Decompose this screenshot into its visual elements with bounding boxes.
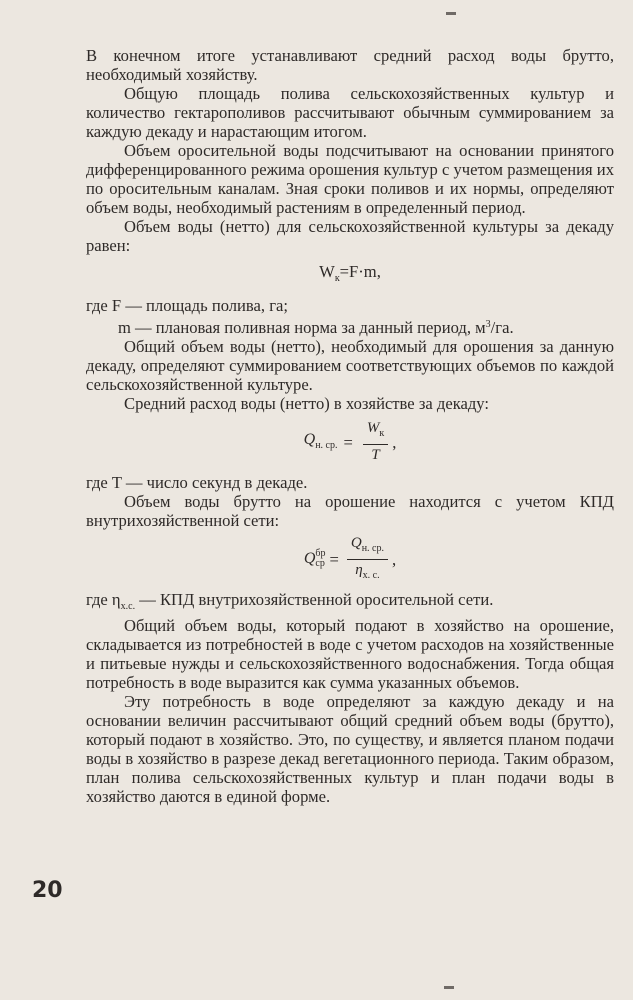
definition-m-end: /га. — [490, 318, 514, 337]
paragraph-2: Общую площадь полива сельскохозяйственных культур и количество гектарополивов рассчитывают обычным суммированием за каждую декаду и нарастающим итогом. — [86, 84, 614, 141]
definition-f: где F — площадь полива, га; — [86, 296, 288, 315]
formula-gross-flow-lhs — [304, 549, 326, 569]
formula-volume — [86, 262, 614, 288]
paragraph-9: Эту потребность в воде определяют за каждую декаду и на основании величин рассчитывают общий средний объем воды (брутто), который подают в хозяйство. Это, по существу, и является планом подачи воды в хозяйство в разрезе декад вегетационного периода. Таким образом, план полива сельскохозяйственных культур и план подачи воды в хозяйство даются в единой форме. — [86, 692, 614, 806]
formula-volume-lhs: W — [319, 262, 335, 281]
formula-gross-flow-numerator — [347, 534, 388, 560]
formula-gross-flow-num-q: Q — [350, 534, 362, 551]
definition-t: где T — число секунд в декаде. — [86, 473, 308, 492]
formula-gross-flow-fraction — [347, 534, 388, 585]
definition-m-sup: 3 — [485, 319, 491, 330]
formula-net-flow-num-sub: к — [379, 428, 385, 439]
paragraph-3: Объем оросительной воды подсчитывают на основании принятого дифференцированного режима орошения культур с учетом размещения их по оросительным каналам. Зная сроки поливов и их нормы, определяют объем воды, необходимый растениям в определенный период. — [86, 141, 614, 217]
formula-gross-flow-tail: , — [392, 549, 397, 569]
formula-gross-flow-eq: = — [329, 549, 339, 569]
formula-gross-flow-q: Q — [303, 549, 316, 567]
page-number: 20 — [32, 878, 63, 903]
formula-net-flow — [86, 419, 614, 465]
definition-eta — [86, 590, 614, 616]
formula-net-flow-tail: , — [392, 432, 397, 452]
formula-volume-lhs-sub: к — [334, 273, 340, 284]
page-body — [86, 46, 614, 806]
definition-eta-sub: х.с. — [120, 601, 136, 612]
definition-eta-text: — КПД внутрихозяйственной оросительной сети. — [135, 590, 494, 609]
formula-net-flow-denominator: T — [371, 447, 380, 463]
print-mark-bottom — [444, 986, 454, 989]
formula-net-flow-q: Q — [303, 430, 316, 448]
paragraph-7: Объем воды брутто на орошение находится с учетом КПД внутрихозяйственной сети: — [86, 492, 614, 530]
formula-net-flow-num-w: W — [366, 420, 380, 436]
formula-net-flow-sub: н. ср. — [315, 439, 338, 451]
paragraph-4: Объем воды (нетто) для сельскохозяйственной культуры за декаду равен: — [86, 217, 614, 255]
formula-net-flow-lhs — [304, 430, 338, 455]
formula-gross-flow-denominator — [351, 560, 383, 585]
paragraph-6: Средний расход воды (нетто) в хозяйстве за декаду: — [124, 394, 489, 413]
formula-gross-flow-sub: ср — [315, 558, 325, 570]
formula-net-flow-fraction — [363, 419, 388, 465]
definition-m-text: m — плановая поливная норма за данный период, м — [118, 318, 486, 337]
formula-volume-rhs: =F·m, — [339, 262, 381, 281]
paragraph-8: Общий объем воды, который подают в хозяйство на орошение, складывается из потребностей в воде с учетом расходов на хозяйственные и питьевые нужды и сельскохозяйственного водоснабжения. Тогда общая потребность в воде выразится как сумма указанных объемов. — [86, 616, 614, 692]
formula-gross-flow-sup: бр — [315, 548, 326, 560]
print-mark-top — [446, 12, 456, 15]
definition-eta-prefix: где η — [86, 590, 121, 609]
formula-net-flow-numerator — [363, 419, 388, 445]
formula-gross-flow-num-sub: н. ср. — [361, 542, 384, 554]
paragraph-5: Общий объем воды (нетто), необходимый для орошения за данную декаду, определяют суммированием соответствующих объемов по каждой сельскохозяйственной культуре. — [86, 337, 614, 394]
definition-m — [86, 315, 614, 337]
formula-gross-flow-den-eta: η — [355, 561, 363, 578]
paragraph-1: В конечном итоге устанавливают средний расход воды брутто, необходимый хозяйству. — [86, 46, 614, 84]
formula-net-flow-eq: = — [343, 432, 353, 452]
formula-gross-flow — [86, 536, 614, 582]
formula-gross-flow-den-sub: х. с. — [362, 569, 380, 581]
